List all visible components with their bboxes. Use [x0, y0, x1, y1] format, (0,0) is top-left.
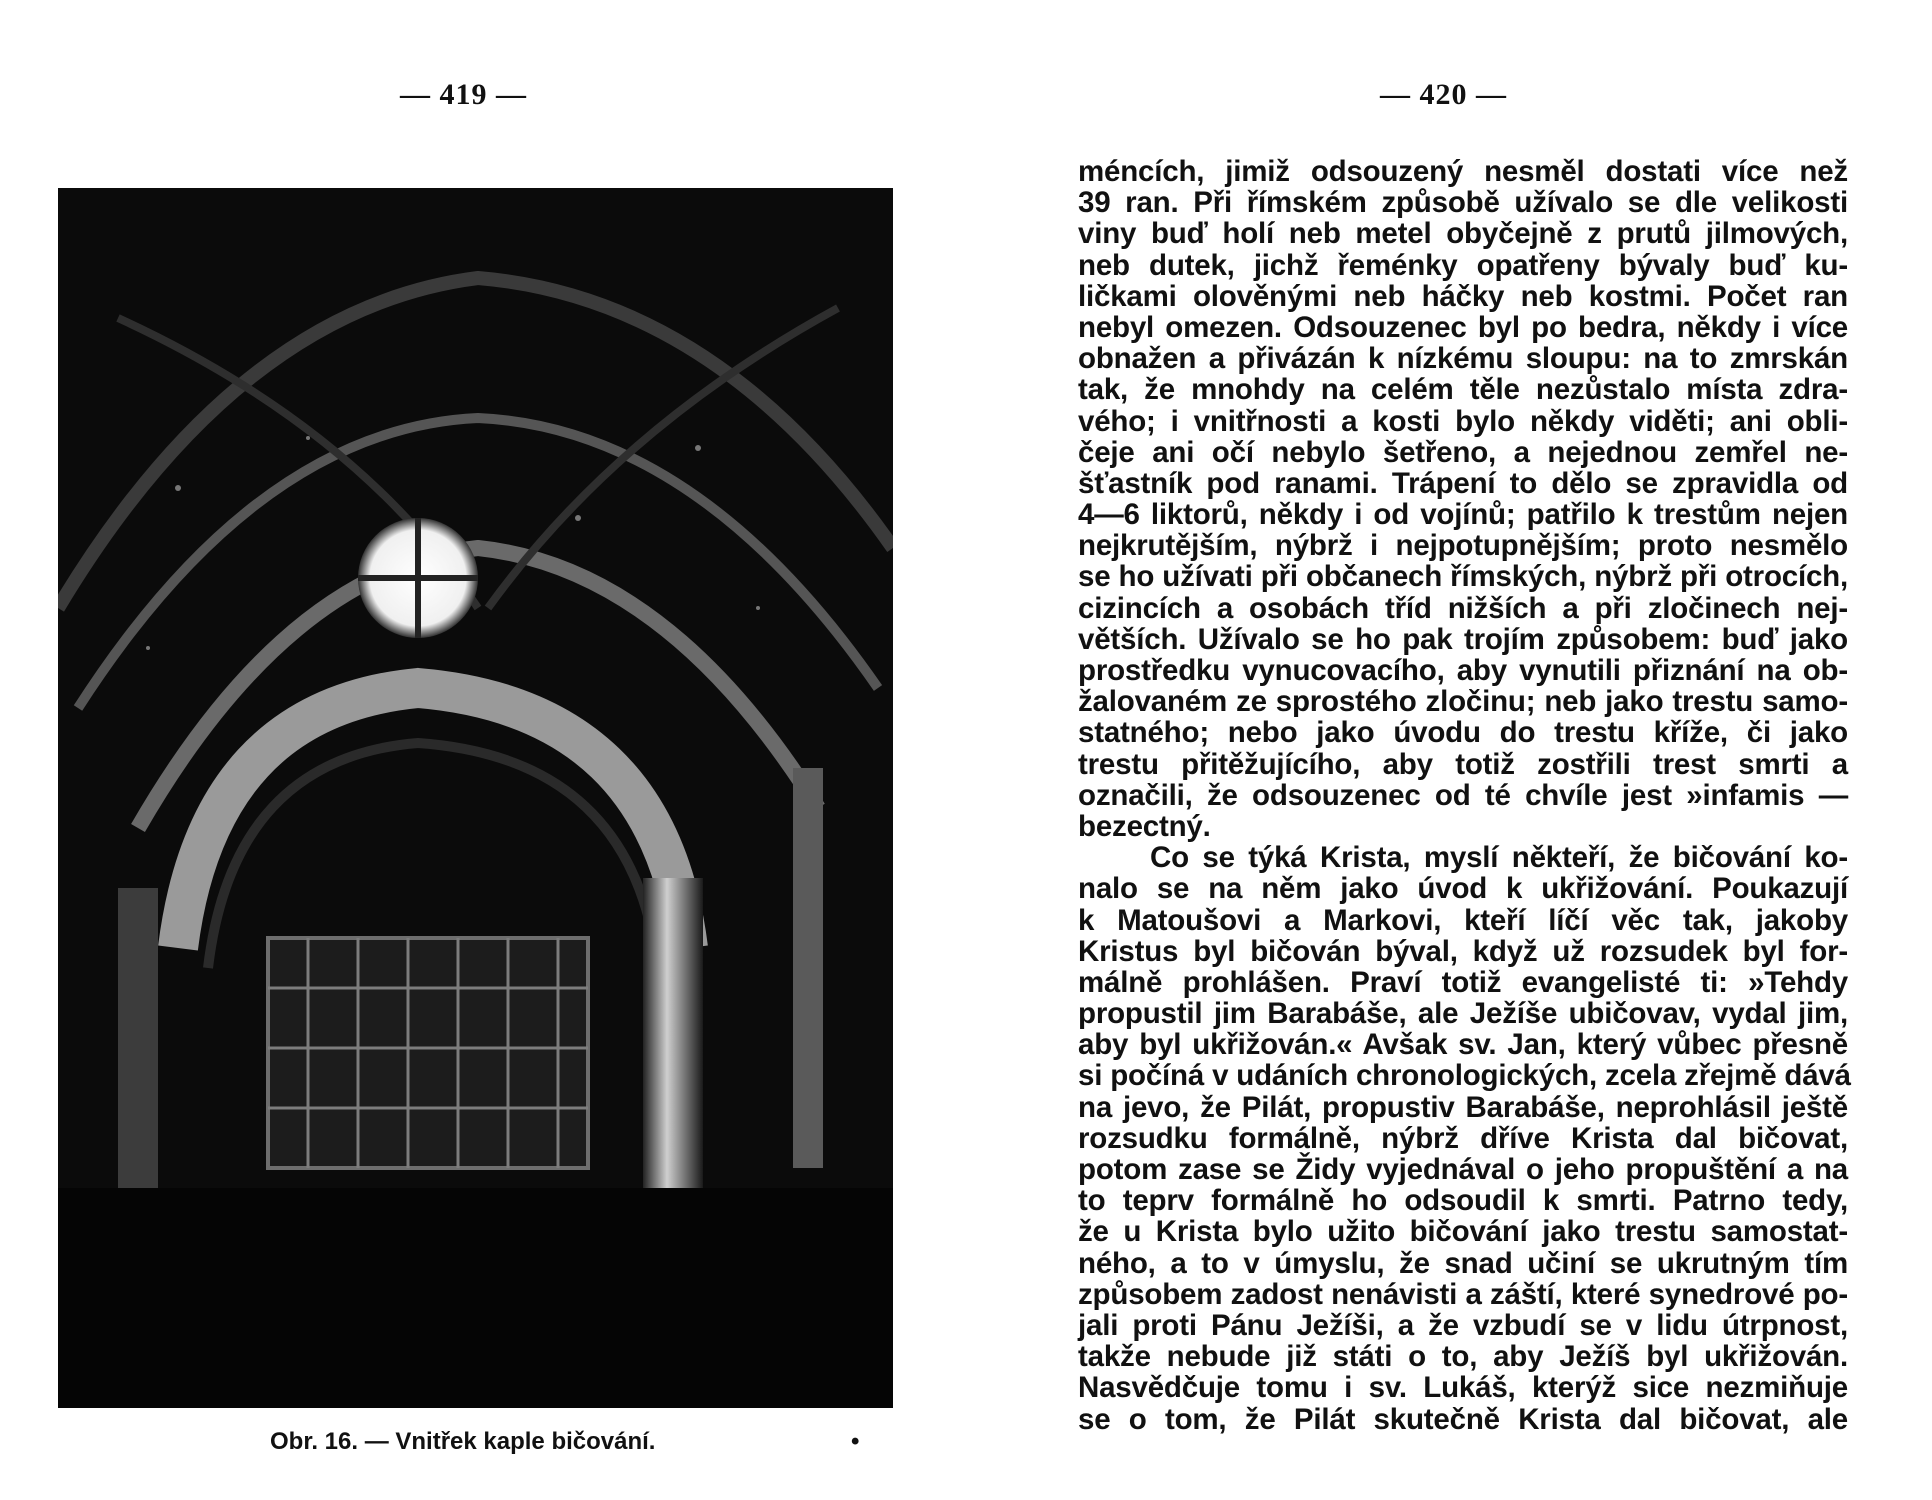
text-line: aby byl ukřižován.« Avšak sv. Jan, který vůbec přesně: [1078, 1028, 1848, 1062]
text-line: cizincích a osobách tříd nižších a při zločinech nej-: [1078, 591, 1848, 625]
text-line: šťastník pod ranami. Trápení to dělo se zpravidla od: [1078, 466, 1848, 500]
text-line: se ho užívati při občanech římských, nýbrž při otrocích,: [1078, 560, 1848, 594]
text-line: vého; i vnitřnosti a kosti bylo někdy viděti; ani obli-: [1078, 404, 1848, 438]
text-line: propustil jim Barabáše, ale Ježíše ubičovav, vydal jim,: [1078, 997, 1848, 1031]
page-number-right: — 420 —: [1380, 78, 1507, 111]
text-line: k Matoušovi a Markovi, kteří líčí věc tak, jakoby: [1078, 903, 1848, 937]
text-line: Co se týká Krista, myslí někteří, že bičování ko-: [1150, 841, 1848, 875]
text-line: prostředku vynucovacího, aby vynutili přiznání na ob-: [1078, 654, 1848, 687]
text-line: žalovaném ze sprostého zločinu; neb jako trestu samo-: [1078, 685, 1848, 719]
text-line: nalo se na něm jako úvod k ukřižování. Poukazují: [1078, 872, 1848, 906]
text-line: statného; nebo jako úvodu do trestu kříže, či jako: [1078, 716, 1848, 750]
text-line: 39 ran. Při římském způsobě užívalo se dle velikosti: [1078, 186, 1848, 220]
figure-caption: Obr. 16. — Vnitřek kaple bičování.: [270, 1428, 656, 1455]
text-line: viny buď holí neb metel obyčejně z prutů jilmových,: [1078, 217, 1848, 251]
text-line: jali proti Pánu Ježíši, a že vzbudí se v lidu útrpnost,: [1078, 1308, 1848, 1342]
text-line: potom zase se Židy vyjednával o jeho propuštění a na: [1078, 1153, 1848, 1186]
text-line: se o tom, že Pilát skutečně Krista dal bičovat, ale: [1078, 1402, 1848, 1436]
text-line: čeje ani očí nebylo šetřeno, a nejednou zemřel ne-: [1078, 435, 1848, 469]
text-line: způsobem zadost nenávisti a záští, které synedrové po-: [1078, 1277, 1848, 1311]
text-line: to teprv formálně ho odsoudil k smrti. Patrno tedy,: [1078, 1184, 1848, 1218]
text-line: ličkami olověnými neb háčky neb kostmi. Počet ran: [1078, 279, 1848, 313]
text-line: takže nebude již státi o to, aby Ježíš byl ukřižován.: [1078, 1340, 1848, 1374]
text-line: Nasvědčuje tomu i sv. Lukáš, kterýž sice nezmiňuje: [1078, 1371, 1848, 1405]
text-line: bezectný.: [1078, 809, 1211, 843]
text-line: větších. Užívalo se ho pak trojím způsobem: buď jako: [1078, 622, 1848, 656]
text-line: málně prohlášen. Praví totiž evangelisté ti: »Tehdy: [1078, 965, 1848, 999]
text-line: 4—6 liktorů, někdy i od vojínů; patřilo k trestům nejen: [1078, 498, 1848, 532]
text-line: rozsudku formálně, nýbrž dříve Krista dal bičovat,: [1078, 1121, 1848, 1155]
text-line: ného, a to v úmyslu, že snad učiní se ukrutným tím: [1078, 1246, 1848, 1280]
text-line: že u Krista bylo užito bičování jako trestu samostat-: [1078, 1215, 1848, 1249]
chapel-interior-illustration: [58, 188, 893, 1408]
text-line: na jevo, že Pilát, propustiv Barabáše, neprohlásil ještě: [1078, 1090, 1848, 1124]
text-line: označili, že odsouzenec od té chvíle jest »infamis —: [1078, 778, 1848, 812]
chapel-interior-photo: [58, 188, 893, 1408]
text-line: trestu přitěžujícího, aby totiž zostřili trest smrti a: [1078, 747, 1848, 781]
text-line: nebyl omezen. Odsouzenec byl po bedra, někdy i více: [1078, 310, 1848, 344]
text-line: méncích, jimiž odsouzený nesměl dostati více než: [1078, 155, 1848, 188]
text-line: nejkrutějším, nýbrž i nejpotupnějším; proto nesmělo: [1078, 529, 1848, 563]
text-line: neb dutek, jichž řeménky opatřeny bývaly buď ku-: [1078, 248, 1848, 282]
page-number-left: — 419 —: [400, 78, 527, 111]
text-line: obnažen a přivázán k nízkému sloupu: na to zmrskán: [1078, 342, 1848, 376]
caption-mark: •: [851, 1428, 860, 1455]
text-line: Kristus byl bičován býval, když už rozsudek byl for-: [1078, 934, 1848, 968]
page-text-column: [1078, 155, 1851, 1436]
text-line: tak, že mnohdy na celém těle nezůstalo místa zdra-: [1078, 373, 1848, 407]
text-line: si počíná v udáních chronologických, zcela zřejmě dává: [1078, 1059, 1851, 1093]
